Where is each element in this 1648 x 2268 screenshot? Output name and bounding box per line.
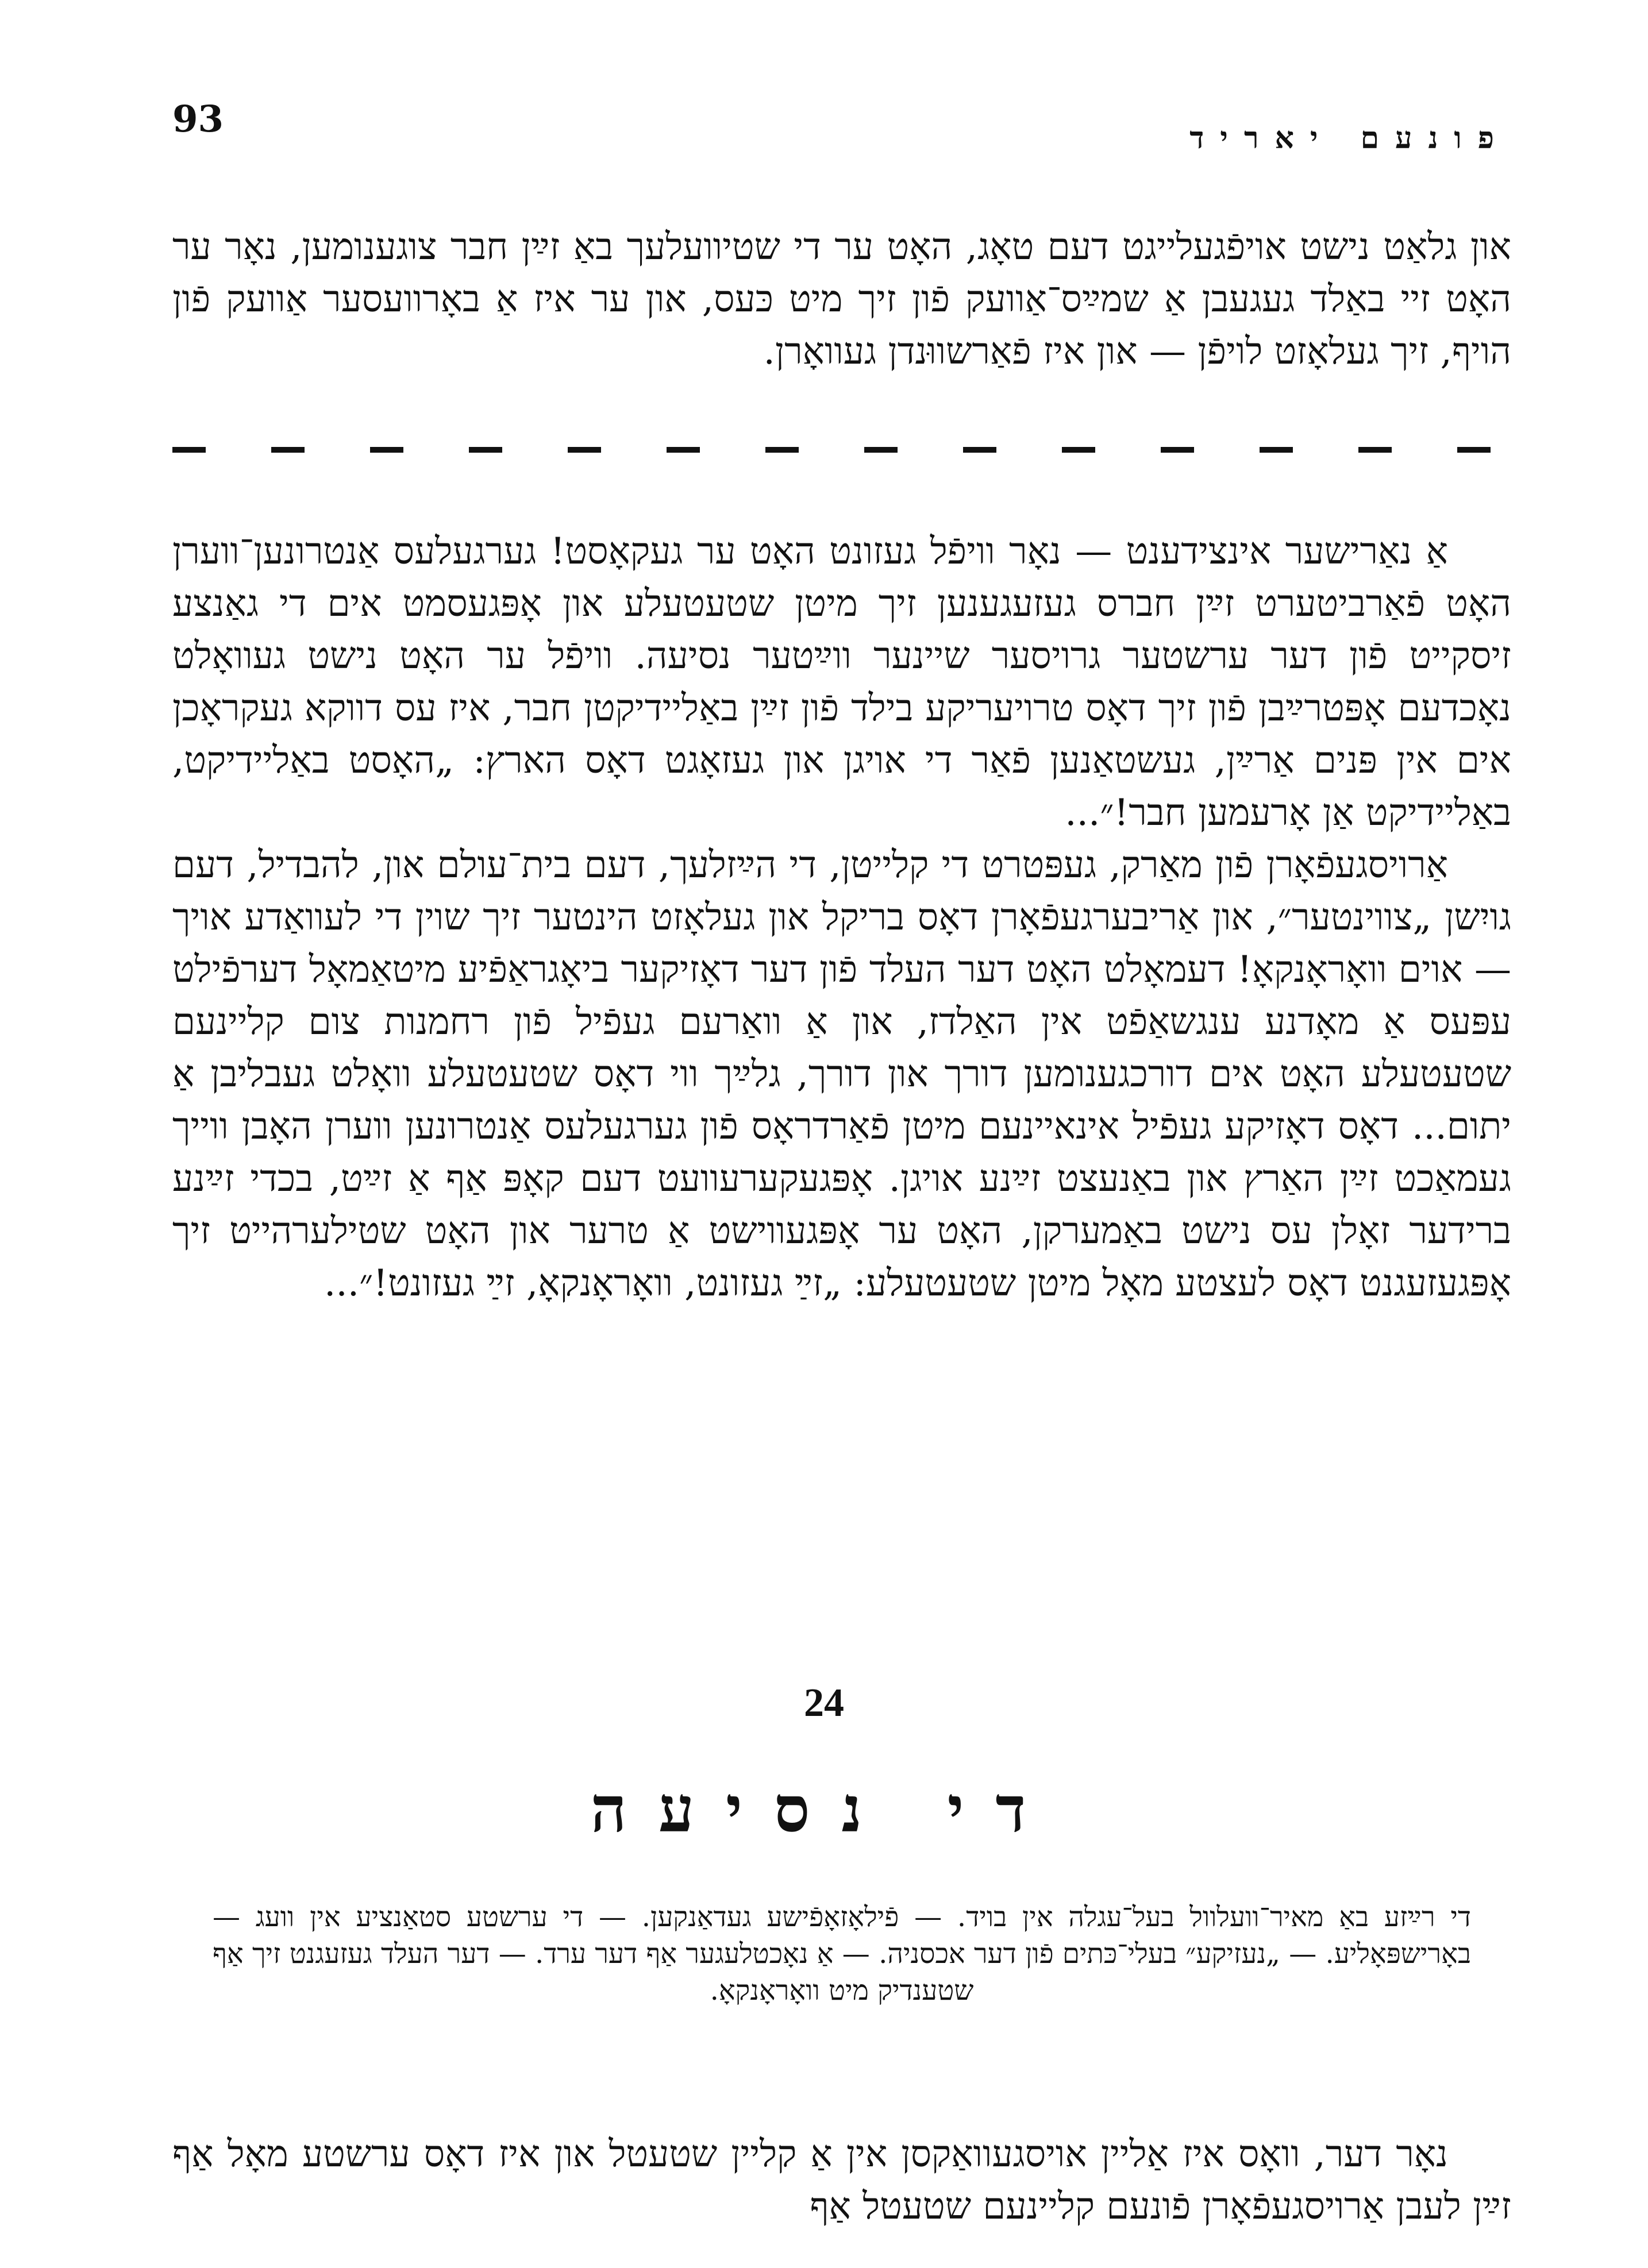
section-text-block	[172, 526, 1511, 1310]
paragraph-incident: אַ נאַרישער אינצידענט — נאָר וויפֿל געזונט האָט ער געקאָסט! גערגעלעס אַנטרונען־ווערן האָט פֿאַרביטערט זײַן חברס געזעגענען זיך מיטן שטעטעלע און אָפּגעסמט אים די גאַנצע זיסקייט פֿון דער ערשטער גרויסער שיינער ווײַטער נסיעה. וויפֿל ער האָט נישט געוואָלט נאָכדעם אָפּטרײַבן פֿון זיך דאָס טרויעריקע בילד פֿון זײַן באַליידיקטן חבר, איז עס דווקא געקראָכן אים אין פּנים אַרײַן, געשטאַנען פֿאַר די אויגן און געזאָגט דאָס הארץ: „האָסט באַליידיקט, באַליידיקט אַן אָרעמען חבר!״...	[172, 530, 1511, 834]
opening-paragraph-block	[172, 221, 1511, 378]
chapter-number: 24	[804, 1681, 844, 1725]
chapter-synopsis: די רײַזע באַ מאיר־וועלוול בעל־עגלה אין בויד. — פֿילאָזאָפֿישע געדאַנקען. — די ערשטע סטאַנציע אין וועג — באָרישפּאָליע. — „נעזיקע״ בעלי־כּתים פֿון דער אכסניה. — אַ נאָכטלעגער אַף דער ערד. — דער העלד געזעגנט זיך אַף שטענדיק מיט וואָראָנקאָ.	[213, 1901, 1472, 2007]
page-number: 93	[172, 98, 224, 141]
section-divider-dashes	[172, 447, 1511, 453]
opening-paragraph: און גלאַט נישט אויפֿגעלייגט דעם טאָג, האָט ער די שטיוועלעך באַ זײַן חבר צוגענומען, נאָר ער האָט זיי באַלד געגעבן אַ שמײַס־אַוועק פֿון זיך מיט כּעס, און ער איז אַ באָרוועסער אַוועק פֿון הויף, זיך געלאָזט לויפֿן — און איז פֿאַרשווּנדן געוואָרן.	[172, 226, 1511, 373]
running-head: פונעם יאריד	[1189, 121, 1510, 156]
chapter-opening-paragraph: נאָר דער, וואָס איז אַליין אויסגעוואַקסן אין אַ קליין שטעטל און איז דאָס ערשטע מאָל אַף זײַן לעבן אַרויסגעפֿאָרן פֿונעם קליינעם שטעטל אַף	[172, 2133, 1511, 2228]
chapter-opening-block	[172, 2128, 1511, 2233]
paragraph-departure: אַרויסגעפֿאָרן פֿון מאַרק, געפּטרט די קלייטן, די הײַזלעך, דעם בית־עולם און, להבדיל, דעם גויִשן „צווינטער״, און אַריבערגעפֿאָרן דאָס בריקל און געלאָזט הינטער זיך שוין די לעוואַדע אויך — אוים וואָראָנקאָ! דעמאָלט האָט דער העלד פֿון דער דאָזיקער ביאָגראַפֿיע מיטאַמאָל דערפֿילט עפּעס אַ מאָדנע ענגשאַפֿט אין האַלדז, און אַ וואַרעם געפֿיל פֿון רחמנות צום קליינעם שטעטעלע האָט אים דורכגענומען דורך און דורך, גלײַך ווי דאָס שטעטעלע וואָלט געבליבן אַ יתום... דאָס דאָזיקע געפֿיל אינאיינעם מיטן פֿאַרדראָס פֿון גערגעלעס אַנטרונען ווערן האָבן ווייך געמאַכט זײַן האַרץ און באַנעצט זײַנע אויגן. אָפּגעקערעוועט דעם קאָפּ אַף אַ זײַט, בכדי זײַנע ברידער זאָלן עס נישט באַמערקן, האָט ער אָפּגעווישט אַ טרער און האָט שטילערהייט זיך אָפּגעזעגנט דאָס לעצטע מאָל מיטן שטעטעלע: „זײַ געזונט, וואָראָנקאָ, זײַ געזונט!״...	[172, 844, 1512, 1305]
chapter-title: די נסיעה	[590, 1772, 1058, 1846]
